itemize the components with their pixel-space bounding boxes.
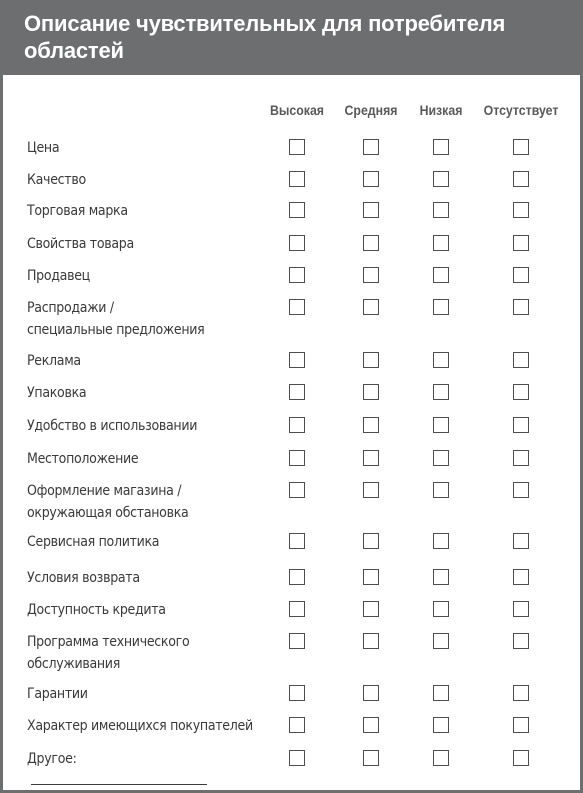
checkbox-none[interactable] (513, 450, 529, 466)
checkbox-high[interactable] (289, 202, 305, 218)
checkbox-low[interactable] (433, 417, 449, 433)
checkbox-medium[interactable] (363, 633, 379, 649)
row-label-line: Упаковка (27, 385, 87, 401)
checkbox-medium[interactable] (363, 202, 379, 218)
checkbox-none[interactable] (513, 750, 529, 766)
checkbox-none[interactable] (513, 601, 529, 617)
checkbox-high[interactable] (289, 750, 305, 766)
row-label-line: Оформление магазина / (27, 483, 182, 499)
checkbox-none[interactable] (513, 202, 529, 218)
title-banner (3, 0, 583, 75)
row-label-line: Другое: (27, 751, 77, 767)
checkbox-medium[interactable] (363, 717, 379, 733)
checkbox-low[interactable] (433, 139, 449, 155)
row-label-line: Доступность кредита (27, 602, 166, 618)
checkbox-none[interactable] (513, 267, 529, 283)
row-label-line: Качество (27, 172, 86, 188)
checkbox-low[interactable] (433, 685, 449, 701)
row-label (27, 350, 272, 372)
row-label-line: Характер имеющихся покупателей (27, 718, 253, 734)
checkbox-high[interactable] (289, 171, 305, 187)
checkbox-none[interactable] (513, 633, 529, 649)
row-label-line: Реклама (27, 353, 81, 369)
checkbox-medium[interactable] (363, 235, 379, 251)
checkbox-medium[interactable] (363, 533, 379, 549)
checkbox-high[interactable] (289, 569, 305, 585)
checkbox-high[interactable] (289, 235, 305, 251)
checkbox-medium[interactable] (363, 450, 379, 466)
checkbox-low[interactable] (433, 601, 449, 617)
checkbox-none[interactable] (513, 533, 529, 549)
row-label-line: Программа технического (27, 634, 190, 650)
row-label (27, 382, 272, 404)
checkbox-low[interactable] (433, 384, 449, 400)
checkbox-low[interactable] (433, 569, 449, 585)
checkbox-high[interactable] (289, 139, 305, 155)
row-label-line: Местоположение (27, 451, 139, 467)
checkbox-high[interactable] (289, 267, 305, 283)
checkbox-medium[interactable] (363, 417, 379, 433)
checkbox-high[interactable] (289, 482, 305, 498)
row-label (27, 169, 272, 191)
checkbox-medium[interactable] (363, 299, 379, 315)
checkbox-low[interactable] (433, 717, 449, 733)
checkbox-medium[interactable] (363, 482, 379, 498)
row-label-line: Свойства товара (27, 236, 134, 252)
row-label (27, 448, 272, 470)
page-title: Описание чувствительных для потребителя областей (24, 11, 506, 63)
checkbox-medium[interactable] (363, 384, 379, 400)
row-label (27, 683, 272, 705)
row-label-line: обслуживания (27, 656, 120, 672)
checkbox-low[interactable] (433, 171, 449, 187)
row-label (27, 297, 272, 341)
checkbox-medium[interactable] (363, 601, 379, 617)
row-label-line: Гарантии (27, 686, 88, 702)
column-header-none: Отсутствует (483, 102, 559, 118)
other-fill-in-line[interactable] (31, 770, 207, 785)
checkbox-medium[interactable] (363, 267, 379, 283)
checkbox-medium[interactable] (363, 685, 379, 701)
checkbox-low[interactable] (433, 450, 449, 466)
checkbox-low[interactable] (433, 267, 449, 283)
checkbox-low[interactable] (433, 202, 449, 218)
row-label-line: окружающая обстановка (27, 505, 189, 521)
checkbox-medium[interactable] (363, 569, 379, 585)
row-label-line: Цена (27, 140, 60, 156)
checkbox-none[interactable] (513, 482, 529, 498)
row-label-line: Удобство в использовании (27, 418, 198, 434)
column-header-medium: Средняя (344, 102, 398, 118)
checkbox-high[interactable] (289, 417, 305, 433)
checkbox-low[interactable] (433, 352, 449, 368)
checkbox-none[interactable] (513, 569, 529, 585)
checkbox-high[interactable] (289, 299, 305, 315)
checkbox-low[interactable] (433, 633, 449, 649)
checkbox-none[interactable] (513, 352, 529, 368)
checkbox-none[interactable] (513, 139, 529, 155)
checkbox-none[interactable] (513, 235, 529, 251)
checkbox-medium[interactable] (363, 352, 379, 368)
row-label (27, 599, 272, 621)
row-label (27, 137, 272, 159)
row-label (27, 233, 272, 255)
row-label (27, 631, 272, 675)
column-header-high: Высокая (269, 102, 325, 118)
row-label (27, 200, 272, 222)
checkbox-medium[interactable] (363, 171, 379, 187)
row-label (27, 715, 272, 737)
checkbox-none[interactable] (513, 685, 529, 701)
row-label-line: Торговая марка (27, 203, 128, 219)
row-label (27, 265, 272, 287)
row-label-line: Условия возврата (27, 570, 140, 586)
checkbox-medium[interactable] (363, 750, 379, 766)
checkbox-none[interactable] (513, 384, 529, 400)
checkbox-high[interactable] (289, 633, 305, 649)
row-label-line: Продавец (27, 268, 90, 284)
checkbox-none[interactable] (513, 299, 529, 315)
checkbox-medium[interactable] (363, 139, 379, 155)
column-header-low: Низкая (419, 102, 463, 118)
checkbox-low[interactable] (433, 533, 449, 549)
checkbox-low[interactable] (433, 482, 449, 498)
row-label (27, 531, 272, 553)
checkbox-low[interactable] (433, 750, 449, 766)
checkbox-none[interactable] (513, 171, 529, 187)
row-label (27, 567, 272, 589)
checkbox-high[interactable] (289, 717, 305, 733)
checkbox-high[interactable] (289, 533, 305, 549)
row-label (27, 415, 272, 437)
row-label-line: Распродажи / (27, 300, 114, 316)
row-label (27, 748, 272, 785)
checkbox-high[interactable] (289, 352, 305, 368)
checkbox-none[interactable] (513, 717, 529, 733)
checkbox-high[interactable] (289, 685, 305, 701)
checkbox-low[interactable] (433, 235, 449, 251)
row-label-line: специальные предложения (27, 322, 205, 338)
checkbox-none[interactable] (513, 417, 529, 433)
row-label-line: Сервисная политика (27, 534, 160, 550)
checkbox-high[interactable] (289, 601, 305, 617)
checkbox-high[interactable] (289, 384, 305, 400)
checkbox-low[interactable] (433, 299, 449, 315)
checkbox-high[interactable] (289, 450, 305, 466)
row-label (27, 480, 272, 524)
